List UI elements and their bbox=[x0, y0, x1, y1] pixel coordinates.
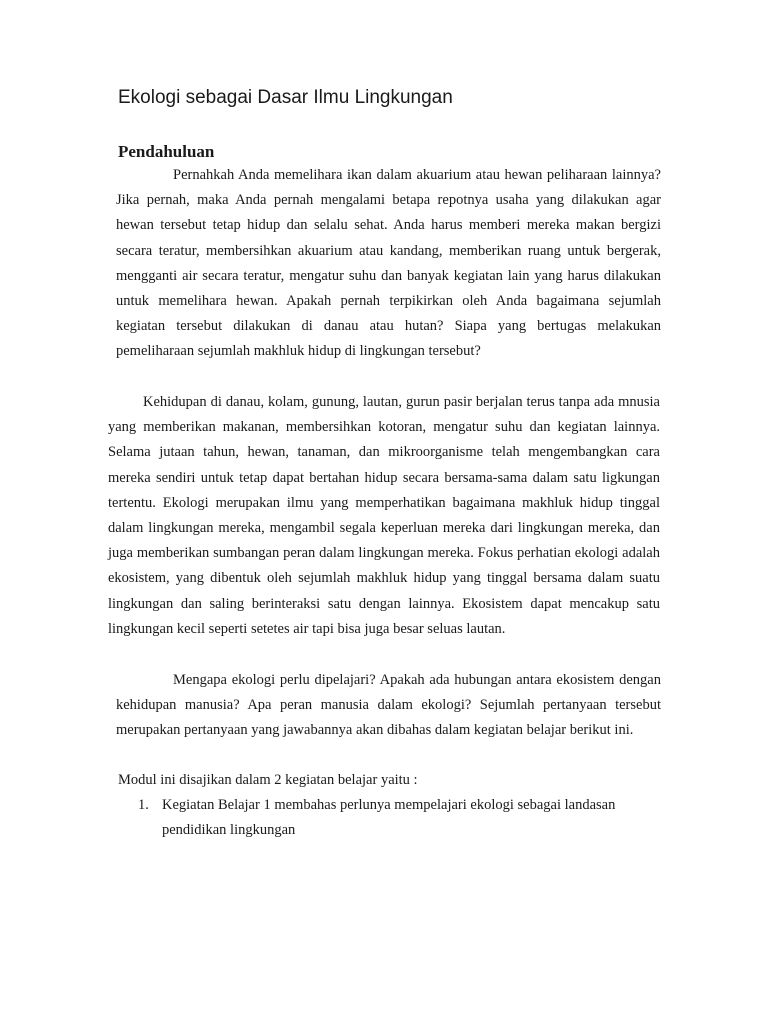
paragraph-questions: Mengapa ekologi perlu dipelajari? Apakah ada hubungan antara ekosistem dengan kehidupan manusia? Apa peran manusia dalam ekologi? Sejumlah pertanyaan tersebut merupakan pertanyaan yang jawabannya akan dibahas dalam kegiatan belajar berikut ini. bbox=[116, 672, 661, 739]
list-item-number: 1. bbox=[138, 797, 149, 813]
paragraph-ecology: Kehidupan di danau, kolam, gunung, lautan, gurun pasir berjalan terus tanpa ada mnusia yang memberikan makanan, membersihkan kotoran, mengatur suhu dan kegiatan lainnya. Selama jutaan tahun, hewan, tanaman, dan mikroorganisme telah mengembangkan cara mereka sendiri untuk tetap dapat bertahan hidup secara bersama-sama dalam satu ligkungan tertentu. Ekologi merupakan ilmu yang memperhatikan bagaimana makhluk hidup tinggal dalam lingkungan mereka, mengambil segala keperluan mereka dari lingkungan mereka, dan juga memberikan sumbangan peran dalam lingkungan mereka. Fokus perhatian ekologi adalah ekosistem, yang dibentuk oleh sejumlah makhluk hidup yang tinggal bersama dalam suatu lingkungan dan saling berinteraksi satu dengan lainnya. Ekosistem dapat mencakup satu lingkungan kecil seperti setetes air tapi bisa juga besar seluas lautan. bbox=[108, 394, 660, 637]
activity-list bbox=[118, 793, 663, 843]
paragraph-module-intro: Modul ini disajikan dalam 2 kegiatan belajar yaitu : bbox=[118, 772, 418, 788]
section-heading: Pendahuluan bbox=[118, 142, 215, 161]
list-item bbox=[118, 793, 663, 843]
list-item-text: Kegiatan Belajar 1 membahas perlunya mempelajari ekologi sebagai landasan pendidikan lingkungan bbox=[162, 797, 616, 839]
paragraph-intro: Pernahkah Anda memelihara ikan dalam akuarium atau hewan peliharaan lainnya? Jika pernah, maka Anda pernah mengalami betapa repotnya usaha yang dilakukan agar hewan tersebut tetap hidup dan selalu sehat. Anda harus memberi mereka makan bergizi secara teratur, membersihkan akuarium atau kandang, memberikan ruang untuk bergerak, mengganti air secara teratur, mengatur suhu dan banyak kegiatan lain yang harus dilakukan untuk memelihara hewan. Apakah pernah terpikirkan oleh Anda bagaimana sejumlah kegiatan tersebut dilakukan di danau atau hutan? Siapa yang bertugas melakukan pemeliharaan sejumlah makhluk hidup di lingkungan tersebut? bbox=[116, 167, 661, 360]
document-title: Ekologi sebagai Dasar Ilmu Lingkungan bbox=[118, 87, 453, 108]
